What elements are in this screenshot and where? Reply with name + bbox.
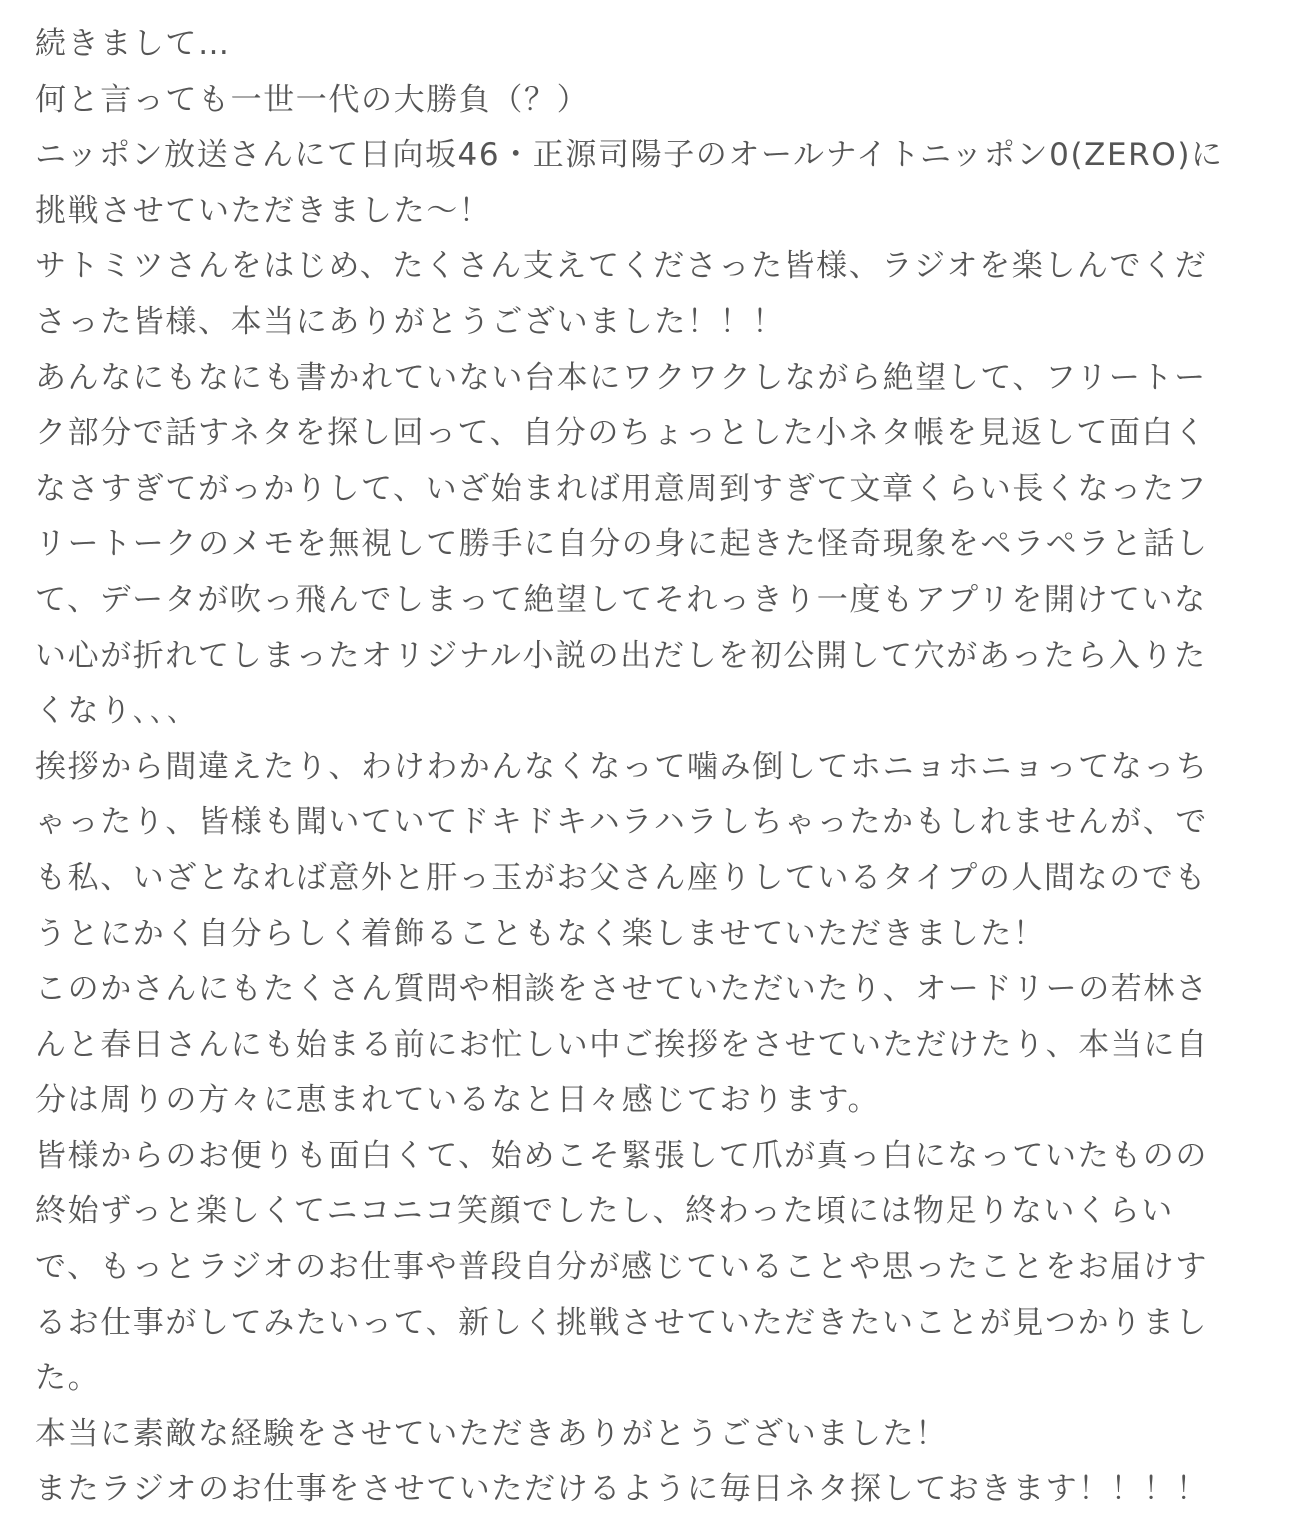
text-line: リートークのメモを無視して勝手に自分の身に起きた怪奇現象をペラペラと話し	[35, 526, 1209, 563]
text-line: ニッポン放送さんにて日向坂46・正源司陽子のオールナイトニッポン0(ZERO)に	[35, 137, 1224, 174]
text-line: なさすぎてがっかりして、いざ始まれば用意周到すぎて文章くらい長くなったフ	[35, 470, 1208, 507]
text-line: ゃったり、皆様も聞いていてドキドキハラハラしちゃったかもしれませんが、で	[35, 804, 1208, 841]
text-line: 分は周りの方々に恵まれているなと日々感じております。	[35, 1082, 881, 1119]
text-line: た。	[35, 1360, 101, 1397]
text-line: 本当に素敵な経験をさせていただきありがとうございました！	[35, 1415, 948, 1452]
text-line: んと春日さんにも始まる前にお忙しい中ご挨拶をさせていただけたり、本当に自	[35, 1026, 1209, 1063]
text-line: 続きまして…	[35, 26, 231, 62]
text-line: さった皆様、本当にありがとうございました！！！	[35, 303, 785, 340]
text-line: 皆様からのお便りも面白くて、始めこそ緊張して爪が真っ白になっていたものの	[35, 1137, 1208, 1174]
text-line: るお仕事がしてみたいって、新しく挑戦させていただきたいことが見つかりまし	[35, 1304, 1208, 1341]
text-line: 挑戦させていただきました〜！	[35, 192, 492, 229]
text-line: あんなにもなにも書かれていない台本にワクワクしながら絶望して、フリートー	[35, 359, 1207, 396]
blog-post-body	[35, 17, 1275, 1518]
text-line: うとにかく自分らしく着飾ることもなく楽しませていただきました！	[35, 915, 1046, 952]
text-line: サトミツさんをはじめ、たくさん支えてくださった皆様、ラジオを楽しんでくだ	[35, 248, 1208, 285]
text-line: くなり､､､	[35, 693, 185, 730]
text-line: い心が折れてしまったオリジナル小説の出だしを初公開して穴があったら入りた	[35, 637, 1207, 674]
text-line: て、データが吹っ飛んでしまって絶望してそれっきり一度もアプリを開けていな	[35, 581, 1207, 618]
text-line: このかさんにもたくさん質問や相談をさせていただいたり、オードリーの若林さ	[35, 971, 1209, 1008]
text-line: ク部分で話すネタを探し回って、自分のちょっとした小ネタ帳を見返して面白く	[35, 415, 1207, 452]
text-line: 何と言っても一世一代の大勝負（？）	[35, 81, 590, 118]
text-line: も私、いざとなれば意外と肝っ玉がお父さん座りしているタイプの人間なのでも	[35, 859, 1208, 896]
text-line: 挨拶から間違えたり、わけわかんなくなって噛み倒してホニョホニョってなっち	[35, 748, 1209, 785]
text-line: で、もっとラジオのお仕事や普段自分が感じていることや思ったことをお届けす	[35, 1249, 1208, 1286]
text-line: 終始ずっと楽しくてニコニコ笑顔でしたし、終わった頃には物足りないくらい	[35, 1193, 1174, 1230]
text-line: またラジオのお仕事をさせていただけるように毎日ネタ探しておきます！！！！	[35, 1471, 1209, 1508]
